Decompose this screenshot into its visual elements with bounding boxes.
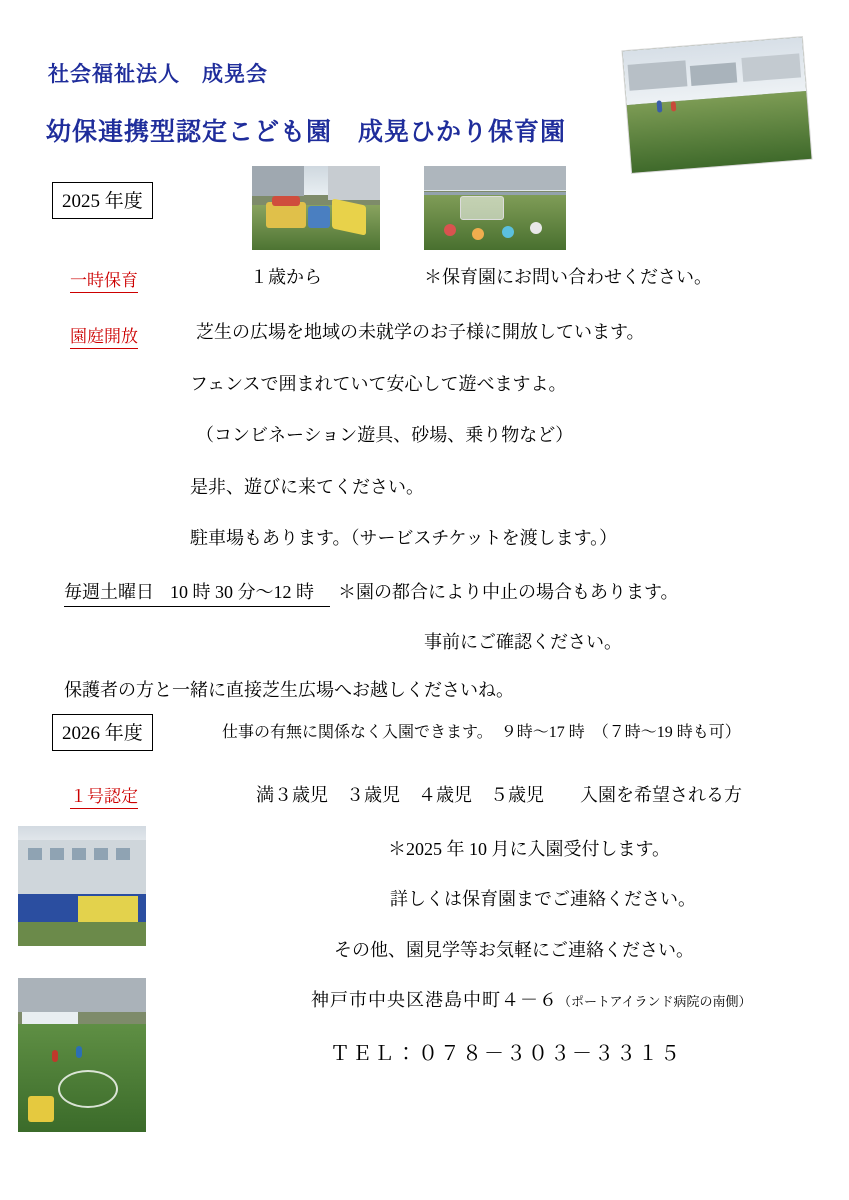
playground-equipment-photo xyxy=(252,166,380,250)
temporary-care-label: 一時保育 xyxy=(70,266,138,293)
reception-note: ＊2025 年 10 月に入園受付します。 xyxy=(388,839,671,859)
garden-open-schedule-row xyxy=(64,578,679,607)
garden-open-line3: （コンビネーション遊具、砂場、乗り物など） xyxy=(196,425,574,445)
schedule-note: ＊園の都合により中止の場合もあります。 xyxy=(338,582,679,602)
nursery-building-photo xyxy=(18,826,146,946)
guardian-note: 保護者の方と一緒に直接芝生広場へお越しくださいね。 xyxy=(64,680,514,700)
garden-open-label: 園庭開放 xyxy=(70,322,138,349)
temporary-care-note: ＊保育園にお問い合わせください。 xyxy=(424,267,712,287)
year-2026-heading: 2026 年度 xyxy=(52,714,153,751)
garden-open-line2: フェンスで囲まれていて安心して遊べますよ。 xyxy=(190,374,567,394)
address-line xyxy=(311,986,751,1012)
nintei-1-label: １号認定 xyxy=(70,782,138,809)
schedule-note-2: 事前にご確認ください。 xyxy=(424,632,622,652)
organization-name: 社会福祉法人 成晃会 xyxy=(48,62,268,86)
temporary-care-age: １歳から xyxy=(250,267,322,287)
other-note: その他、園見学等お気軽にご連絡ください。 xyxy=(334,940,694,960)
ages-line: 満３歳児 ３歳児 ４歳児 ５歳児 入園を希望される方 xyxy=(256,785,742,805)
address-note: （ポートアイランド病院の南側） xyxy=(558,994,752,1009)
garden-open-line5: 駐車場もあります。（サービスチケットを渡します。） xyxy=(190,528,618,548)
contact-note: 詳しくは保育園までご連絡ください。 xyxy=(390,889,696,909)
garden-open-line1: 芝生の広場を地域の未就学のお子様に開放しています。 xyxy=(196,322,645,342)
schedule-time: 10 時 30 分〜12 時 xyxy=(154,578,330,607)
nursery-yard-photo xyxy=(18,978,146,1132)
lawn-field-photo xyxy=(622,37,811,173)
work-note: 仕事の有無に関係なく入園できます。 ９時〜17 時 （７時〜19 時も可） xyxy=(222,724,741,741)
page-title: 幼保連携型認定こども園 成晃ひかり保育園 xyxy=(46,119,567,146)
ball-field-photo xyxy=(424,166,566,250)
address-main: 神戸市中央区港島中町４－６ xyxy=(311,990,558,1010)
year-2025-heading: 2025 年度 xyxy=(52,182,153,219)
garden-open-line4: 是非、遊びに来てください。 xyxy=(190,477,424,497)
schedule-day: 毎週土曜日 xyxy=(64,578,154,607)
telephone-line: ＴＥＬ：０７８－３０３－３３１５ xyxy=(330,1043,682,1065)
